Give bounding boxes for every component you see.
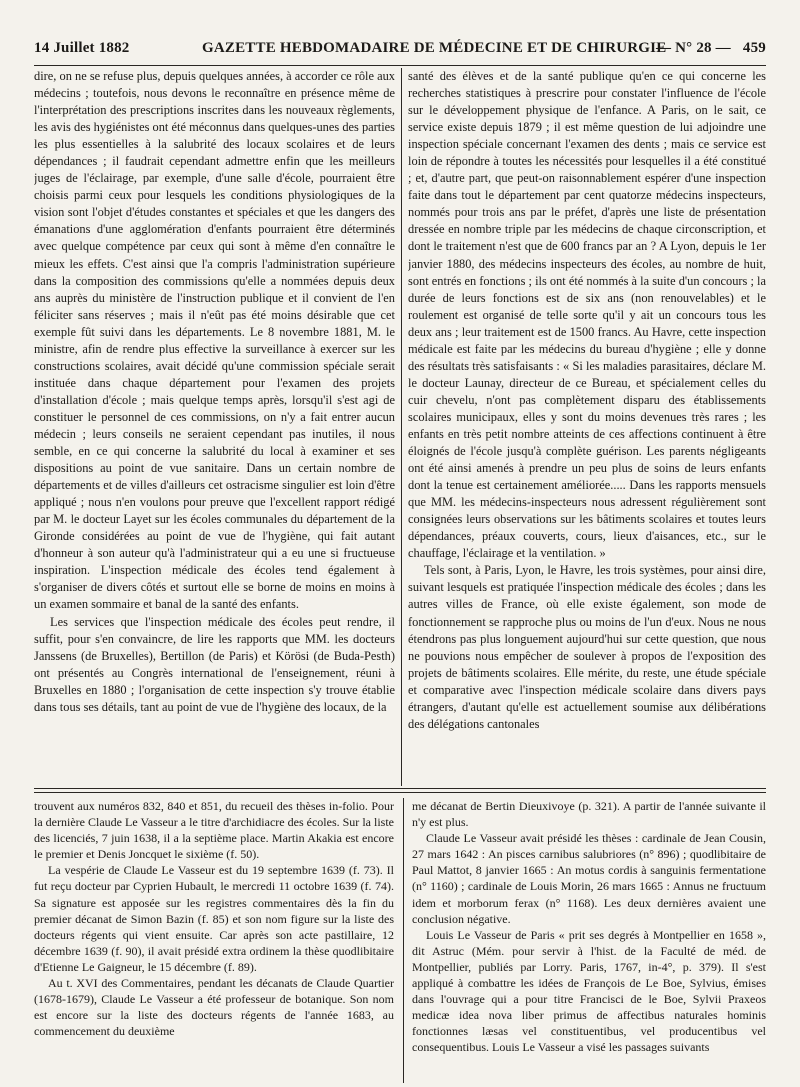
paragraph: Tels sont, à Paris, Lyon, le Havre, les trois systèmes, pour ainsi dire, suivant lesquels est pratiquée l'inspection médicale des écoles ; dans les autres villes de France, où elle existe également, son mode de fonctionnement se rapproche plus ou moins de l'un d'eux. Nous ne nous étendrons pas plus longuement aujourd'hui sur cette question, que nous ne pouvions nous empêcher de soulever à propos de l'exposition des projets de bâtiments scolaires. Elle mérite, du reste, une étude spéciale et comparative avec l'inspection médicale scolaire dans divers pays étrangers, d'autant qu'elle est actuellement soumise aux délibérations des délégations cantonales xyxy=(408,563,766,731)
paragraph: dire, on ne se refuse plus, depuis quelques années, à accorder ce rôle aux médecins ; toutefois, nous devons le reconnaître en présence même de l'interprétation des prescriptions inscrites dans les nouveaux règlements, les avis des hygiénistes ont été méconnus dans quelques-unes des parties les plus essentielles à la salubrité des locaux scolaires et de leurs dépendances ; il faudrait cependant admettre enfin que les meilleurs juges de l'éclairage, par exemple, d'une salle d'école, pourraient être choisis parmi ceux pour lesquels les conditions physiologiques de la vision sont l'objet d'études constantes et spéciales et que les dangers des émanations d'une agglomération d'enfants pourraient être déterminés avec quelque compétence par ceux qui sont à même d'en connaître le mieux les effets. C'est ainsi que l'a compris l'administration supérieure dans la composition des commissions qu'elle a nommées depuis deux ans auprès du ministère de l'instruction publique et il convient de l'en féliciter sans réserves ; mais il n'eût pas été moins désirable que cet exemple fût suivi dans les départements. Le 8 novembre 1881, M. le ministre, afin de rendre plus effective la surveillance à exercer sur les constructions scolaires, avait décidé qu'une commission spéciale serait instituée dans chaque département pour l'examen des projets d'installation d'école ; mais quelque temps après, lorsqu'il s'est agi de constituer le personnel de ces commissions, on n'y a fait entrer aucun médecin ; leurs conseils ne seraient cependant pas inutiles, il nous semble, en ce qui concerne la salubrité du local à examiner et ses dispositions au point de vue sanitaire. Dans un certain nombre de départements et de villes d'ailleurs cet ostracisme singulier est loin d'être appliqué ; nous n'en voulons pour preuve que l'excellent rapport rédigé par M. le docteur Layet sur les écoles communales du département de la Gironde considérées au point de vue de l'hygiène, qui fait autant d'honneur à son auteur qu'à l'administrateur qui a eu une si fructueuse inspiration. L'inspection médicale des écoles tend également à s'organiser de divers côtés et surtout elle se borne de moins en moins à un examen sommaire et banal de la santé des enfants. xyxy=(34,69,395,612)
issue-number: — N° 28 — xyxy=(656,40,731,56)
page-number: 459 xyxy=(742,40,766,56)
paragraph: santé des élèves et de la santé publique qu'en ce qui concerne les recherches statistiques à prescrire pour constater l'influence de l'école sur le développement physique de l'enfance. A Paris, on le sait, ce service existe depuis 1879 ; il est même question de lui adjoindre une inspection spéciale concernant l'examen des dents ; mais ce service est loin de répondre à toutes les nécessités pour lesquelles il a été constitué ; et, d'autre part, que peut-on raisonnablement espérer d'une inspection faite dans tout le département par cent quatorze médecins inspecteurs, nommés pour trois ans par le préfet, d'après une liste de présentation dressée en nombre triple par les médecins de chaque circonscription, et dont le traitement n'est que de 600 francs par an ? A Lyon, depuis le 1er janvier 1880, des médecins inspecteurs des écoles, au nombre de huit, sont entrés en fonctions ; ils ont été nommés à la suite d'un concours ; la durée de leurs fonctions est de six ans (non renouvelables) et le roulement est organisé de telle sorte qu'il y ait un concours tous les deux ans ; leur traitement est de 1500 francs. Au Havre, cette inspection médicale est faite par les médecins du bureau d'hygiène ; elle y donne des résultats très satisfaisants : « Si les maladies parasitaires, déclare M. le docteur Launay, directeur de ce Bureau, et spécialement celles du cuir chevelu, n'ont pas complètement disparu des établissements scolaires municipaux, elles y sont du moins devenues très rares ; les enfants en très petit nombre atteints de ces affections continuent à être éloignés de l'école jusqu'à complète guérison. Les parents négligeants ont été ainsi amenés à prendre un peu plus de soins de leurs enfants dont la tenue est certainement améliorée..... Dans les rapports mensuels que MM. les médecins-inspecteurs nous adressent régulièrement sont consignées leurs observations sur les bâtiments scolaires et toutes leurs dépendances, préaux couverts, cours, lieux d'aisances, etc., sur le chauffage, l'éclairage et la ventilation. » xyxy=(408,69,766,561)
lower-left-column xyxy=(34,798,394,1083)
paragraph: Louis Le Vasseur de Paris « prit ses degrés à Montpellier en 1658 », dit Astruc (Mém. pour servir à l'hist. de la Faculté de méd. de Montpellier, publiés par Lorry. Paris, 1767, in-4°, p. 379). Il s'est appliqué à combattre les idées de François de Le Boe, Sylvius, émises dans l'ouvrage qui a pour titre Francisci de le Boe, Sylvii Praxeos medicæ idea nova liber primus de affectibus naturales hominis fonctionnes læsas vel constituentibus, vel producentibus vel consequentibus. Louis Le Vasseur a visé les passages suivants xyxy=(412,927,766,1055)
issue-date: 14 Juillet 1882 xyxy=(34,40,130,56)
column-divider xyxy=(403,798,404,1083)
paragraph: Au t. XVI des Commentaires, pendant les décanats de Claude Quartier (1678-1679), Claude Le Vasseur a été professeur de botanique. Son nom est encore sur la liste des docteurs régents de l'année 1683, au commencement du deuxième xyxy=(34,976,394,1039)
running-header xyxy=(34,40,766,64)
lower-right-column xyxy=(412,798,766,1083)
section-rule xyxy=(34,792,766,793)
paragraph: me décanat de Bertin Dieuxivoye (p. 321). A partir de l'année suivante il n'y est plus. xyxy=(412,799,766,830)
column-divider xyxy=(401,68,402,786)
section-rule xyxy=(34,788,766,789)
upper-right-column xyxy=(408,68,766,783)
header-rule xyxy=(34,65,766,66)
journal-title: GAZETTE HEBDOMADAIRE DE MÉDECINE ET DE CHIRURGIE xyxy=(202,40,667,56)
paragraph: trouvent aux numéros 832, 840 et 851, du recueil des thèses in-folio. Pour la dernière Claude Le Vasseur a le titre d'archidiacre des écoles. Sur la liste des licenciés, 7 juin 1638, il a la septième place. Martin Akakia est encore le premier et Denis Joncquet le sixième (f. 50). xyxy=(34,799,394,862)
paragraph: La vespérie de Claude Le Vasseur est du 19 septembre 1639 (f. 73). Il fut reçu docteur par Cyprien Hubault, le mercredi 11 octobre 1639 (f. 74). Sa signature est apposée sur les registres commentaires dès la fin du premier décanat de Simon Bazin (f. 85) et son nom figure sur la liste des docteurs régents qui vient ensuite. Car après son acte pastillaire, 12 décembre 1639 (f. 90), il avait présidé extra ordinem la thèse quodlibitaire d'Etienne Le Gaigneur, le 15 décembre (f. 89). xyxy=(34,863,394,974)
paragraph: Claude Le Vasseur avait présidé les thèses : cardinale de Jean Cousin, 27 mars 1642 : An pisces carnibus salubriores (n° 896) ; quodlibitaire de Paul Mattot, 8 janvier 1665 : An motus cordis à sanguinis fermentatione (n° 1160) ; cardinale de Louis Morin, 26 mars 1665 : Annus ne fructuum idem et morborum ferax (n° 1168). Les deux dernières avaient une conclusion négative. xyxy=(412,831,766,926)
paragraph: Les services que l'inspection médicale des écoles peut rendre, il suffit, pour s'en convaincre, de lire les rapports que MM. les docteurs Janssens (de Bruxelles), Bertillon (de Paris) et Körösi (de Buda-Pesth) ont présentés au Congrès international de l'enseignement, réuni à Bruxelles en 1880 ; l'organisation de cette inspection s'y trouve établie dans tous ses détails, tant au point de vue de l'hygiène des locaux, de la xyxy=(34,614,395,714)
upper-left-column xyxy=(34,68,395,783)
